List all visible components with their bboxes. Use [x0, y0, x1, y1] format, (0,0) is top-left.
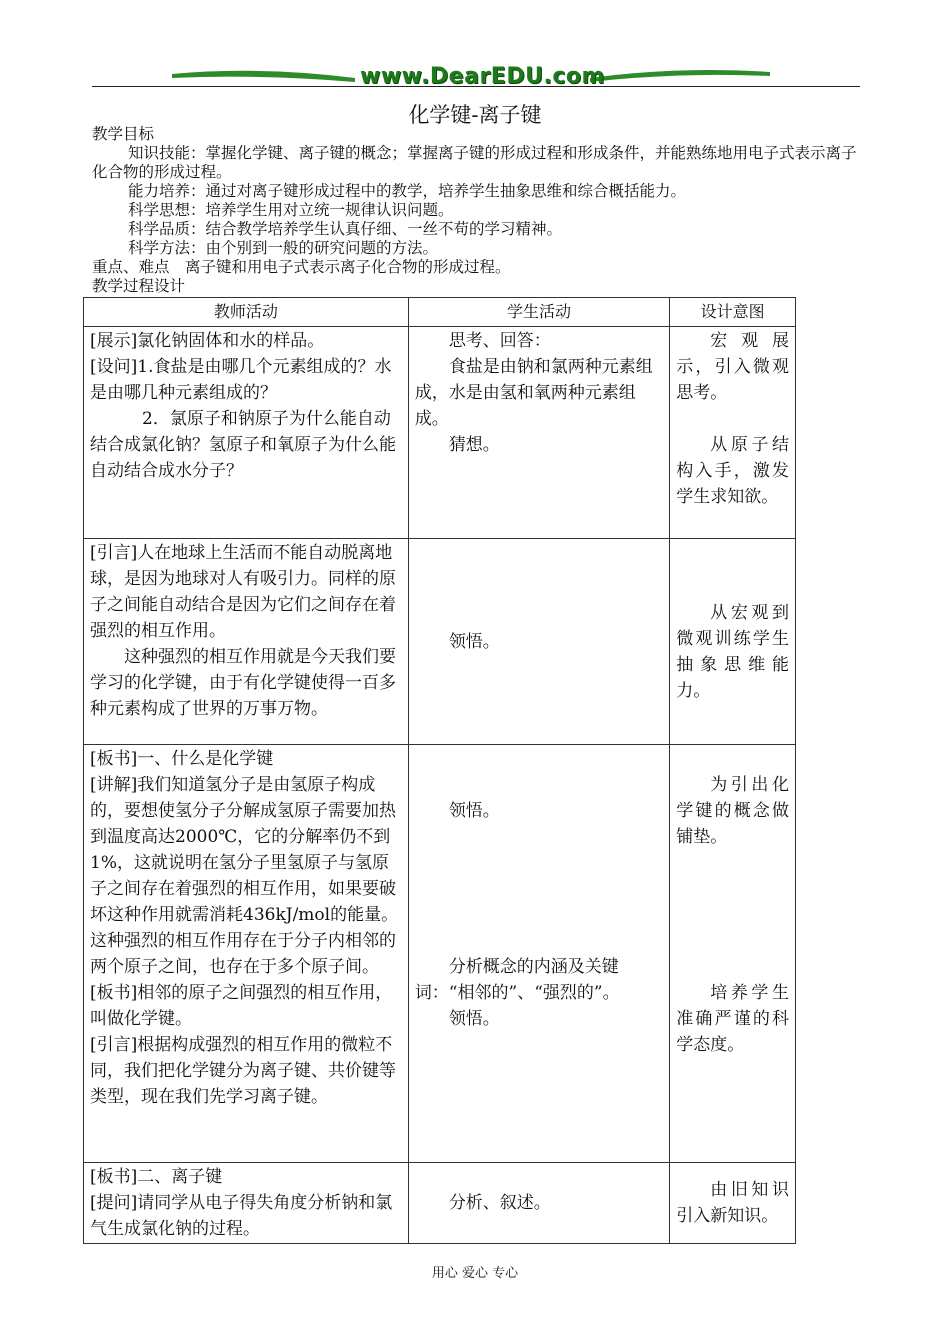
- teacher-text: [板书]相邻的原子之间强烈的相互作用，叫做化学键。: [90, 983, 393, 1029]
- teacher-text: [引言]根据构成强烈的相互作用的微粒不同，我们把化学键分为离子键、共价键等类型，现在我们先学习离子键。: [90, 1035, 396, 1107]
- teacher-text: [引言]人在地球上生活而不能自动脱离地球，是因为地球对人有吸引力。同样的原子之间能自动结合是因为它们之间存在着强烈的相互作用。: [90, 543, 396, 641]
- student-text: 分析、叙述。: [448, 1193, 551, 1213]
- objectives-heading: 教学目标: [92, 125, 155, 143]
- header-rule: [92, 86, 860, 87]
- lesson-table: [83, 297, 796, 1244]
- student-text: 食盐是由钠和氯两种元素组成，水是由氢和氧两种元素组成。: [414, 357, 653, 429]
- header-student: 学生活动: [408, 298, 669, 327]
- site-banner: [170, 62, 770, 92]
- student-text: 分析概念的内涵及关键词：“相邻的”、“强烈的”。: [414, 957, 620, 1003]
- teacher-text: [设问]1.食盐是由哪几个元素组成的？水是由哪几种元素组成的？: [90, 357, 392, 403]
- student-cell: [408, 327, 669, 539]
- student-cell: [408, 539, 669, 745]
- document-title: 化学键-离子键: [408, 103, 542, 127]
- objective-thinking: 科学思想：培养学生用对立统一规律认识问题。: [128, 201, 454, 219]
- site-logo[interactable]: www.DearEDU.com: [360, 64, 605, 89]
- intent-text: 由旧知识引入新知识。: [676, 1180, 789, 1226]
- header-teacher: 教师活动: [84, 298, 409, 327]
- table-header-row: [84, 298, 796, 327]
- table-row: [84, 327, 796, 539]
- intent-text: 培养学生准确严谨的科学态度。: [676, 983, 789, 1055]
- student-text: 领悟。: [448, 631, 500, 652]
- teacher-text: [板书]二、离子键: [90, 1167, 223, 1187]
- teacher-cell: [84, 745, 409, 1163]
- intent-cell: [670, 327, 796, 539]
- intent-text: 宏观展示，引入微观思考。: [676, 331, 789, 403]
- intent-text: 为引出化学键的概念做铺垫。: [676, 775, 789, 847]
- student-text: 领悟。: [448, 801, 500, 821]
- student-cell: [408, 1163, 669, 1244]
- header-intent: 设计意图: [670, 298, 796, 327]
- intent-cell: [670, 539, 796, 745]
- teacher-cell: [84, 1163, 409, 1244]
- table-row: [84, 1163, 796, 1244]
- objective-method: 科学方法：由个别到一般的研究问题的方法。: [128, 239, 439, 257]
- teacher-cell: [84, 327, 409, 539]
- intent-text: 从原子结构入手，激发学生求知欲。: [676, 435, 789, 507]
- objectives-section: [92, 125, 862, 296]
- student-cell: [408, 745, 669, 1163]
- table-row: [84, 745, 796, 1163]
- key-points: 重点、难点 离子键和用电子式表示离子化合物的形成过程。: [92, 258, 511, 276]
- teacher-text: [提问]请同学从电子得失角度分析钠和氯气生成氯化钠的过程。: [90, 1193, 393, 1239]
- teacher-text: 2．氯原子和钠原子为什么能自动结合成氯化钠？氢原子和氧原子为什么能自动结合成水分子？: [90, 409, 396, 481]
- objective-quality: 科学品质：结合教学培养学生认真仔细、一丝不苟的学习精神。: [128, 220, 563, 238]
- teacher-text: [讲解]我们知道氢分子是由氢原子构成的，要想使氢分子分解成氢原子需要加热到温度高达2000℃，它的分解率仍不到1%，这就说明在氢分子里氢原子与氢原子之间存在着强烈的相互作用，如果要破坏这种作用就需消耗436kJ/mol的能量。这种强烈的相互作用存在于分子内相邻的两个原子之间，也存在于多个原子间。: [90, 775, 399, 977]
- objective-ability: 能力培养：通过对离子键形成过程中的教学，培养学生抽象思维和综合概括能力。: [128, 182, 687, 200]
- teacher-text: [展示]氯化钠固体和水的样品。: [90, 331, 325, 351]
- process-heading: 教学过程设计: [92, 277, 186, 295]
- intent-cell: [670, 1163, 796, 1244]
- student-text: 猜想。: [448, 435, 500, 455]
- intent-cell: [670, 745, 796, 1163]
- intent-text: 从宏观到微观训练学生抽象思维能力。: [676, 602, 789, 701]
- student-text: 思考、回答：: [448, 331, 551, 351]
- teacher-text: 这种强烈的相互作用就是今天我们要学习的化学键，由于有化学键使得一百多种元素构成了世界的万事万物。: [90, 647, 396, 719]
- teacher-cell: [84, 539, 409, 745]
- table-row: [84, 539, 796, 745]
- teacher-text: [板书]一、什么是化学键: [90, 749, 274, 769]
- objective-knowledge: 知识技能：掌握化学键、离子键的概念；掌握离子键的形成过程和形成条件，并能熟练地用电子式表示离子化合物的形成过程。: [92, 144, 857, 181]
- page-footer: 用心 爱心 专心: [431, 1266, 519, 1281]
- student-text: 领悟。: [448, 1009, 500, 1029]
